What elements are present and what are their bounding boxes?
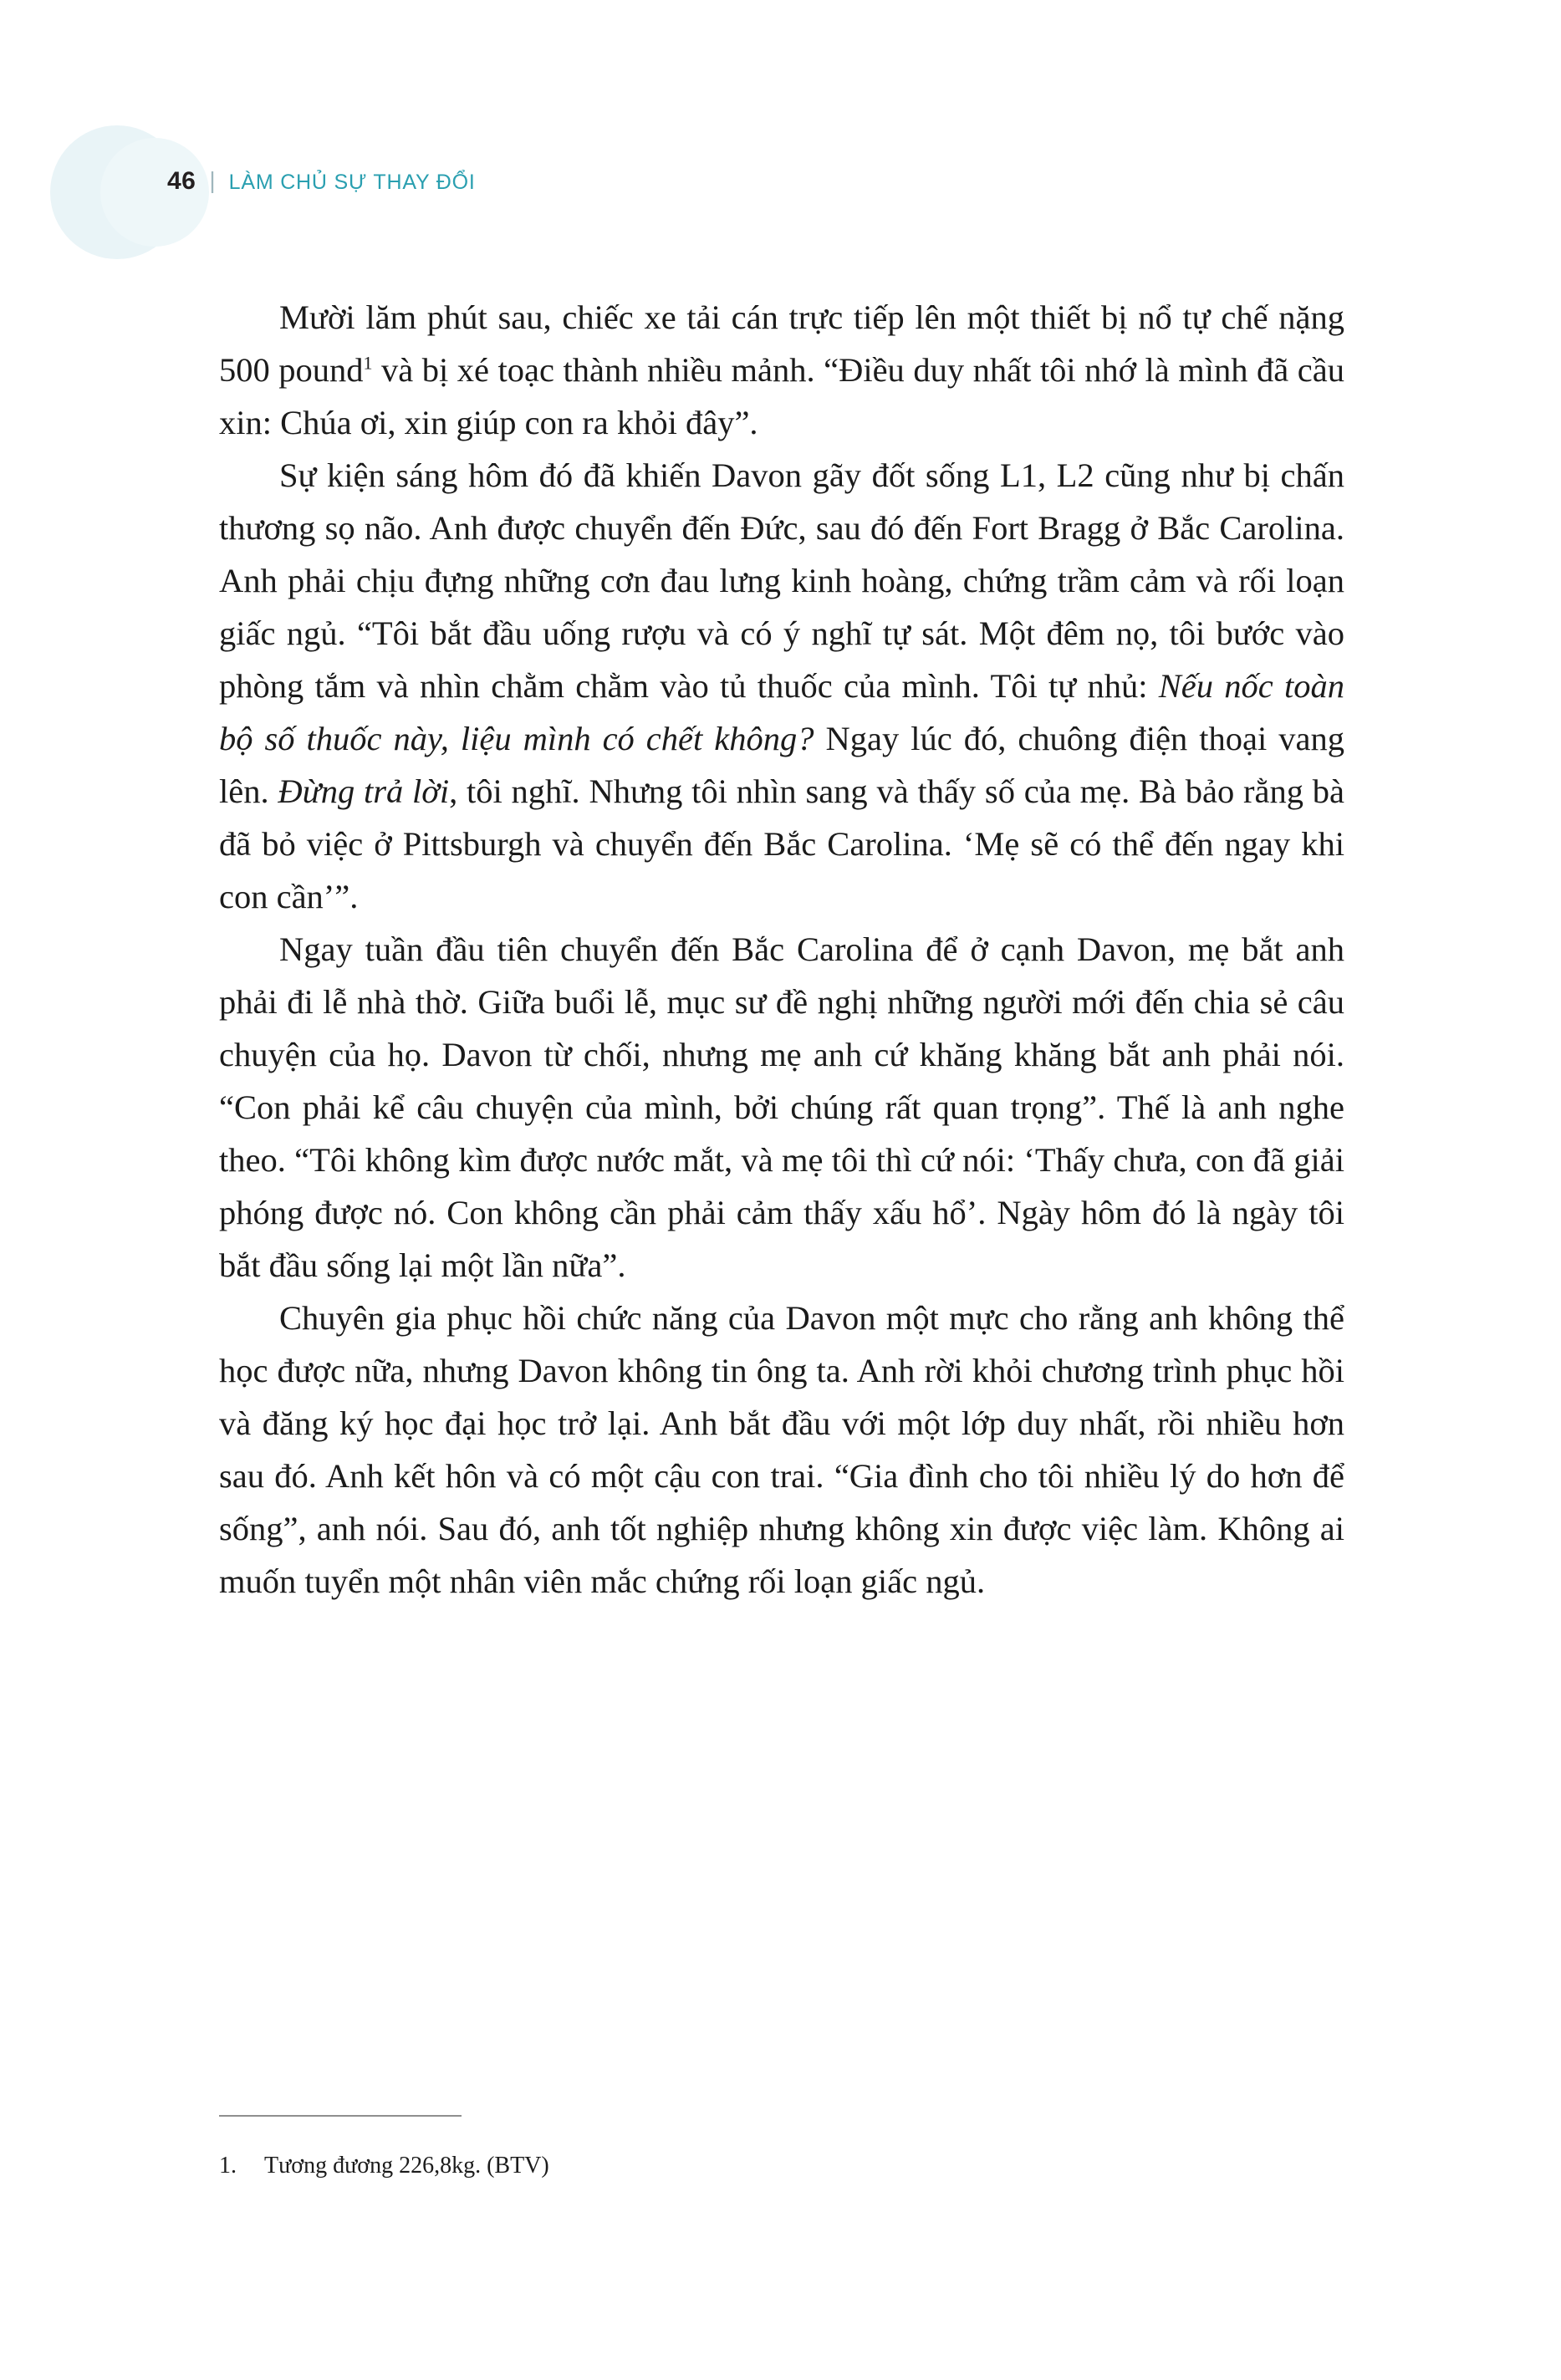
- footnote-number: 1.: [219, 2153, 237, 2179]
- footnote-text: Tương đương 226,8kg. (BTV): [264, 2153, 549, 2179]
- running-head-separator: |: [209, 167, 216, 193]
- footnote-divider: [219, 2115, 462, 2117]
- italic-text: Nếu nốc toàn bộ số thuốc này, liệu mình có chết không?: [219, 667, 1345, 757]
- running-head: [167, 167, 476, 196]
- page-number: 46: [167, 167, 196, 195]
- paragraph: Sự kiện sáng hôm đó đã khiến Davon gãy đốt sống L1, L2 cũng như bị chấn thương sọ não. Anh được chuyển đến Đức, sau đó đến Fort Bragg ở Bắc Carolina. Anh phải chịu đựng những cơn đau lưng kinh hoàng, chứng trầm cảm và rối loạn giấc ngủ. “Tôi bắt đầu uống rượu và có ý nghĩ tự sát. Một đêm nọ, tôi bước vào phòng tắm và nhìn chằm chằm vào tủ thuốc của mình. Tôi tự nhủ: Nếu nốc toàn bộ số thuốc này, liệu mình có chết không? Ngay lúc đó, chuông điện thoại vang lên. Đừng trả lời, tôi nghĩ. Nhưng tôi nhìn sang và thấy số của mẹ. Bà bảo rằng bà đã bỏ việc ở Pittsburgh và chuyển đến Bắc Carolina. ‘Mẹ sẽ có thể đến ngay khi con cần’”.: [219, 456, 1345, 915]
- italic-text: Đừng trả lời: [278, 772, 450, 810]
- paragraph: Chuyên gia phục hồi chức năng của Davon một mực cho rằng anh không thể học được nữa, nhưng Davon không tin ông ta. Anh rời khỏi chương trình phục hồi và đăng ký học đại học trở lại. Anh bắt đầu với một lớp duy nhất, rồi nhiều hơn sau đó. Anh kết hôn và có một cậu con trai. “Gia đình cho tôi nhiều lý do hơn để sống”, anh nói. Sau đó, anh tốt nghiệp nhưng không xin được việc làm. Không ai muốn tuyển một nhân viên mắc chứng rối loạn giấc ngủ.: [219, 1299, 1344, 1600]
- footnote-marker: 1: [363, 352, 373, 374]
- body-text: [219, 291, 1344, 1608]
- running-head-title: LÀM CHỦ SỰ THAY ĐỔI: [228, 171, 476, 194]
- paragraph: Mười lăm phút sau, chiếc xe tải cán trực tiếp lên một thiết bị nổ tự chế nặng 500 pound$^1$ và bị xé toạc thành nhiều mảnh. “Điều duy nhất tôi nhớ là mình đã cầu xin: Chúa ơi, xin giúp con ra khỏi đây”.: [219, 298, 1344, 441]
- paragraph: Ngay tuần đầu tiên chuyển đến Bắc Carolina để ở cạnh Davon, mẹ bắt anh phải đi lễ nhà thờ. Giữa buổi lễ, mục sư đề nghị những người mới đến chia sẻ câu chuyện của họ. Davon từ chối, nhưng mẹ anh cứ khăng khăng bắt anh phải nói. “Con phải kể câu chuyện của mình, bởi chúng rất quan trọng”. Thế là anh nghe theo. “Tôi không kìm được nước mắt, và mẹ tôi thì cứ nói: ‘Thấy chưa, con đã giải phóng được nó. Con không cần phải cảm thấy xấu hổ’. Ngày hôm đó là ngày tôi bắt đầu sống lại một lần nữa”.: [219, 930, 1344, 1284]
- footnote: [219, 2148, 1139, 2184]
